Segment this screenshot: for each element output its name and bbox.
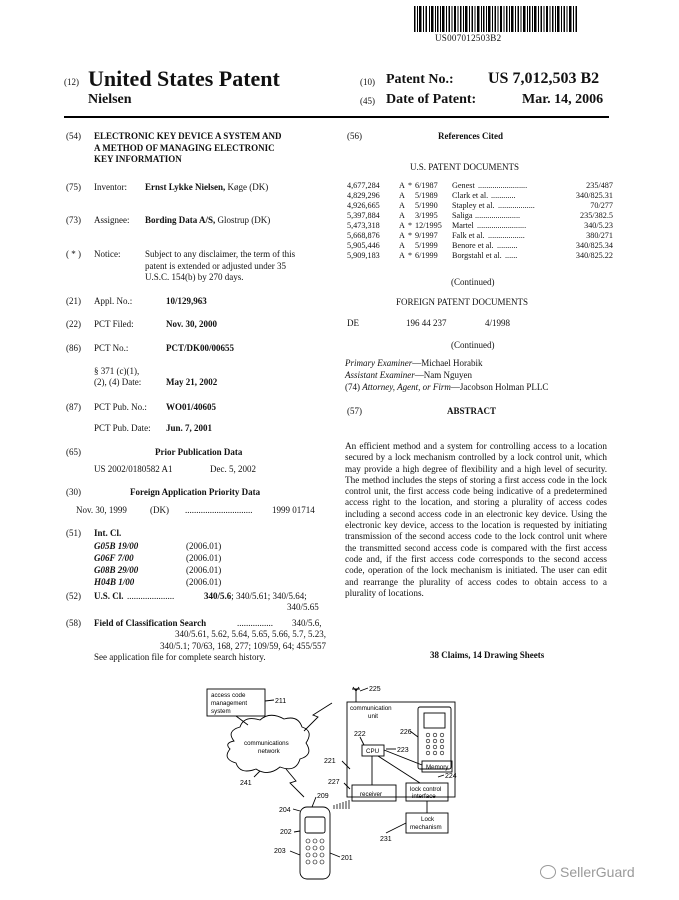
uscl-values: [204, 591, 307, 602]
memory-label: Memory: [426, 764, 449, 771]
citation-cls: 340/825.34: [575, 241, 613, 250]
barcode-number: US007012503B2: [435, 33, 502, 43]
citation-dots: ........................: [477, 221, 527, 230]
unit-phone-screen: [424, 713, 445, 728]
watermark: [540, 864, 635, 880]
ref-204: 204: [279, 807, 291, 814]
mobile-phone-screen: [305, 817, 325, 833]
ref-202: 202: [280, 829, 292, 836]
network-label-1: communications: [244, 740, 289, 747]
citation-no: 5,473,318: [347, 221, 380, 230]
ref-231: 231: [380, 836, 392, 843]
field-search-line: 340/5.1; 70/63, 168, 277; 109/59, 64; 455/557: [159, 640, 326, 651]
intcl-class: G06F 7/00: [94, 553, 134, 563]
field-search-label: Field of Classification Search: [94, 618, 207, 628]
citation-dots: ..................: [498, 201, 535, 210]
kind-code-10: (10): [360, 77, 375, 87]
leader-204: [293, 809, 300, 811]
ref-222: 222: [354, 731, 366, 738]
citation-name: Borgstahl et al.: [452, 251, 502, 260]
foreign-doc-country: DE: [347, 318, 359, 328]
citation-date: 3/1995: [415, 211, 438, 220]
pct-filed-label: PCT Filed:: [94, 319, 134, 329]
title-line: A METHOD OF MANAGING ELECTRONIC: [94, 142, 275, 153]
pct-pub-code: (87): [66, 402, 81, 412]
intcl-row: [94, 576, 294, 588]
assistant-examiner: [345, 370, 472, 381]
citation-name: Clark et al.: [452, 191, 489, 200]
uscl-line2: 340/5.65: [287, 602, 319, 612]
uscl-dots: .....................: [127, 591, 175, 601]
intcl-class: G05B 19/00: [94, 541, 139, 551]
citation-kind: A: [399, 241, 405, 250]
primary-examiner: [345, 358, 482, 369]
citation-kind: A: [399, 201, 405, 210]
wireless-link-1: [304, 703, 332, 731]
watermark-icon: [540, 865, 556, 879]
citation-cls: 235/382.5: [580, 211, 613, 220]
pct-pub-date: Jun. 7, 2001: [166, 423, 213, 433]
leader-201: [330, 853, 340, 857]
foreign-docs-heading: FOREIGN PATENT DOCUMENTS: [396, 297, 529, 307]
field-search-dots: ................: [237, 618, 273, 628]
s371-label-2: (2), (4) Date:: [94, 377, 142, 387]
notice-text: [145, 249, 295, 284]
access-system-label-3: system: [211, 708, 231, 715]
foreign-priority-date: Nov. 30, 1999: [76, 505, 127, 515]
leader-209: [312, 797, 316, 807]
citation-no: 4,677,284: [347, 181, 380, 190]
leader-241: [254, 771, 260, 777]
primary-examiner-label: Primary Examiner: [345, 358, 413, 368]
claims-summary: 38 Claims, 14 Drawing Sheets: [430, 650, 545, 660]
references-heading: References Cited: [438, 131, 504, 141]
citation-date: 6/1999: [415, 251, 438, 260]
kind-code-45: (45): [360, 96, 375, 106]
foreign-priority-country: (DK): [150, 505, 169, 515]
citation-no: 5,909,183: [347, 251, 380, 260]
patent-barcode: [414, 6, 577, 32]
citation-cls: 235/487: [586, 181, 613, 190]
intcl-row: [94, 564, 294, 576]
citation-dots: ..........: [497, 241, 518, 250]
appl-label: Appl. No.:: [94, 296, 133, 306]
citation-name: Saliga: [452, 211, 473, 220]
citation-kind: A: [399, 251, 405, 260]
pct-pub-number: WO01/40605: [166, 402, 217, 412]
lock-mech-label-1: Lock: [421, 816, 435, 823]
notice-label: Notice:: [94, 249, 121, 259]
assistant-examiner-name: —Nam Nguyen: [414, 370, 472, 380]
comm-unit-label-1: communication: [350, 705, 392, 712]
citation-no: 5,668,876: [347, 231, 380, 240]
kind-code-12: (12): [64, 77, 79, 87]
phone-keypad: [306, 839, 324, 864]
representative-drawing: [200, 685, 470, 895]
ref-241: 241: [240, 780, 252, 787]
s371-label-1: § 371 (c)(1),: [94, 366, 140, 376]
foreign-doc-number: 196 44 237: [406, 318, 447, 328]
field-search-line: 340/5.61, 5.62, 5.64, 5.65, 5.66, 5.7, 5.23,: [174, 629, 326, 639]
leader-225: [360, 688, 368, 691]
intcl-row: [94, 552, 294, 564]
uscl-label: U.S. Cl.: [94, 591, 124, 601]
ref-211: 211: [275, 698, 287, 705]
pct-filed-date: Nov. 30, 2000: [166, 319, 218, 329]
citation-name: Martel: [452, 221, 474, 230]
watermark-text: SellerGuard: [560, 864, 635, 880]
pct-pub-date-label: PCT Pub. Date:: [94, 423, 151, 433]
assistant-examiner-label: Assistant Examiner: [345, 370, 415, 380]
assignee-name: Bording Data A/S,: [145, 215, 216, 225]
ref-221: 221: [324, 758, 336, 765]
inventor-location: Køge (DK): [227, 182, 269, 192]
prior-pub-date: Dec. 5, 2002: [210, 464, 256, 474]
pct-pub-label: PCT Pub. No.:: [94, 402, 147, 412]
leader-231: [386, 823, 406, 833]
uscl-main: 340/5.6: [204, 591, 232, 601]
access-system-label-2: management: [211, 700, 248, 707]
assignee-field: [145, 215, 270, 226]
citation-star: *: [408, 181, 413, 190]
intcl-label: Int. Cl.: [94, 528, 122, 538]
leader-221: [342, 761, 350, 769]
citation-cls: 70/277: [590, 201, 613, 210]
field-search-note: See application file for complete search history.: [94, 652, 266, 662]
foreign-priority-code: (30): [66, 487, 81, 497]
assignee-code: (73): [66, 215, 81, 225]
abstract-text: An efficient method and a system for controlling access to a location secured by a lock mechanism controlled by a lock control unit, which may provide a high degree of flexibility and a high level of security. The method includes the steps of storing a first access code in the lock control unit, the first access code being indicative of a predetermined access right to the location, and storing a plurality of access codes including a second access code in an electronic key device. Using the electronic key device, access to the location is requested by initiating transmission of the second access code to the lock control unit where the transmitted second access code is compared with the first access code and, if the first access code corresponds to the second access code, operation of the lock mechanism is initiated. The user can edit and rearrange the plurality of access codes to obtain access to a plurality of locations.: [345, 441, 607, 598]
s371-date: May 21, 2002: [166, 377, 218, 387]
invention-title: [94, 131, 281, 166]
receiver-label: receiver: [360, 791, 383, 798]
citation-dots: ......: [505, 251, 518, 260]
pct-filed-code: (22): [66, 319, 81, 329]
us-docs-heading: U.S. PATENT DOCUMENTS: [410, 162, 520, 172]
citation-kind: A: [399, 231, 405, 240]
comm-unit-label-2: unit: [368, 713, 378, 720]
title-code: (54): [66, 131, 81, 141]
unit-keypad: [426, 733, 444, 755]
citation-no: 4,926,665: [347, 201, 380, 210]
references-code: (56): [347, 131, 362, 141]
inventor-code: (75): [66, 182, 81, 192]
cpu-label: CPU: [366, 748, 380, 755]
citation-date: 5/1999: [415, 241, 438, 250]
lock-ctrl-label-2: interface: [412, 793, 436, 800]
attorney-label: Attorney, Agent, or Firm: [362, 382, 451, 392]
intcl-class: G08B 29/00: [94, 565, 139, 575]
citation-star: *: [408, 231, 413, 240]
intcl-list: [94, 540, 294, 590]
notice-line: patent is extended or adjusted under 35: [145, 260, 286, 271]
signal-waves: [334, 800, 349, 809]
notice-code: ( * ): [66, 249, 81, 259]
leader-224: [438, 775, 444, 777]
title-line: KEY INFORMATION: [94, 154, 182, 164]
citation-cls: 380/271: [586, 231, 613, 240]
ref-227: 227: [328, 779, 340, 786]
wireless-link-2: [286, 769, 304, 797]
intcl-version: (2006.01): [186, 565, 222, 575]
patent-number: US 7,012,503 B2: [488, 70, 600, 87]
leader-211: [265, 700, 274, 701]
access-system-label-1: access code: [211, 692, 246, 699]
uscl-code: (52): [66, 591, 81, 601]
lock-ctrl-label-1: lock control: [410, 786, 442, 793]
foreign-priority-number: 1999 01714: [272, 505, 315, 515]
inventor-surname: Nielsen: [88, 92, 132, 107]
antenna-225: [352, 687, 360, 702]
intcl-version: (2006.01): [186, 541, 222, 551]
citation-date: 5/1989: [415, 191, 438, 200]
leader-222: [360, 737, 364, 745]
assignee-location: Glostrup (DK): [217, 215, 271, 225]
inventor-label: Inventor:: [94, 182, 127, 192]
citation-name: Genest: [452, 181, 475, 190]
intcl-version: (2006.01): [186, 577, 222, 587]
ref-223: 223: [397, 747, 409, 754]
network-label-2: network: [258, 748, 280, 755]
citation-date: 5/1990: [415, 201, 438, 210]
citation-kind: A: [399, 211, 405, 220]
intcl-row: [94, 540, 294, 552]
foreign-priority-dots: ..............................: [185, 505, 253, 515]
abstract-code: (57): [347, 406, 362, 416]
citation-dots: ......................: [475, 211, 521, 220]
citation-cls: 340/825.22: [575, 251, 613, 260]
ref-209: 209: [317, 793, 329, 800]
leader-202: [294, 831, 300, 832]
ref-224: 224: [445, 773, 457, 780]
patent-no-label: Patent No.:: [386, 72, 454, 87]
citation-name: Falk et al.: [452, 231, 485, 240]
attorney-name: —Jacobson Holman PLLC: [450, 382, 549, 392]
appl-code: (21): [66, 296, 81, 306]
citation-kind: A: [399, 191, 405, 200]
citation-name: Stapley et al.: [452, 201, 495, 210]
attorney: [345, 382, 548, 393]
intcl-version: (2006.01): [186, 553, 222, 563]
date-of-patent: Mar. 14, 2006: [522, 92, 604, 107]
pct-no-code: (86): [66, 343, 81, 353]
header-rule: [64, 116, 609, 118]
citation-star: *: [408, 221, 413, 230]
notice-line: Subject to any disclaimer, the term of this: [145, 249, 296, 259]
ref-203: 203: [274, 848, 286, 855]
citation-cls: 340/825.31: [575, 191, 613, 200]
foreign-priority-heading: Foreign Application Priority Data: [130, 487, 261, 497]
ref-201: 201: [341, 855, 353, 862]
prior-pub-number: US 2002/0180582 A1: [94, 464, 173, 474]
leader-203: [290, 851, 300, 855]
citation-no: 4,829,296: [347, 191, 380, 200]
lock-mech-label-2: mechanism: [410, 824, 442, 831]
primary-examiner-name: —Michael Horabik: [412, 358, 483, 368]
title-line: ELECTRONIC KEY DEVICE A SYSTEM AND: [94, 131, 282, 141]
citation-star: *: [408, 251, 413, 260]
pct-no-label: PCT No.:: [94, 343, 129, 353]
continued-foreign: (Continued): [451, 340, 495, 350]
citation-date: 12/1995: [415, 221, 442, 230]
continued-us: (Continued): [451, 277, 495, 287]
citation-date: 9/1997: [415, 231, 438, 240]
citation-dots: ..................: [488, 231, 525, 240]
citation-dots: ............: [491, 191, 516, 200]
citation-kind: A: [399, 221, 405, 230]
ref-226: 226: [400, 729, 412, 736]
document-title: United States Patent: [88, 66, 280, 91]
prior-pub-heading: Prior Publication Data: [155, 447, 243, 457]
intcl-class: H04B 1/00: [94, 577, 135, 587]
date-of-patent-label: Date of Patent:: [386, 92, 477, 107]
citation-dots: ........................: [478, 181, 528, 190]
citation-date: 6/1987: [415, 181, 438, 190]
assignee-label: Assignee:: [94, 215, 130, 225]
intcl-code: (51): [66, 528, 81, 538]
field-search-line1: 340/5.6,: [292, 618, 322, 628]
attorney-code: (74): [345, 382, 360, 392]
uscl-rest: ; 340/5.61; 340/5.64;: [231, 591, 307, 601]
abstract-heading: ABSTRACT: [447, 406, 497, 416]
foreign-doc-date: 4/1998: [485, 318, 511, 328]
citation-kind: A: [399, 181, 405, 190]
unit-phone: [418, 707, 451, 769]
notice-line: U.S.C. 154(b) by 270 days.: [145, 272, 244, 282]
field-search-values: [116, 629, 326, 652]
citation-no: 5,397,884: [347, 211, 380, 220]
prior-pub-code: (65): [66, 447, 81, 457]
citation-no: 5,905,446: [347, 241, 380, 250]
ref-225: 225: [369, 686, 381, 693]
inventor-name: Ernst Lykke Nielsen,: [145, 182, 226, 192]
pct-number: PCT/DK00/00655: [166, 343, 235, 353]
link-cpu-lockctrl: [378, 756, 420, 783]
appl-number: 10/129,963: [166, 296, 207, 306]
citation-cls: 340/5.23: [584, 221, 613, 230]
citation-name: Benore et al.: [452, 241, 494, 250]
inventor-field: [145, 182, 268, 193]
field-search-code: (58): [66, 618, 81, 628]
